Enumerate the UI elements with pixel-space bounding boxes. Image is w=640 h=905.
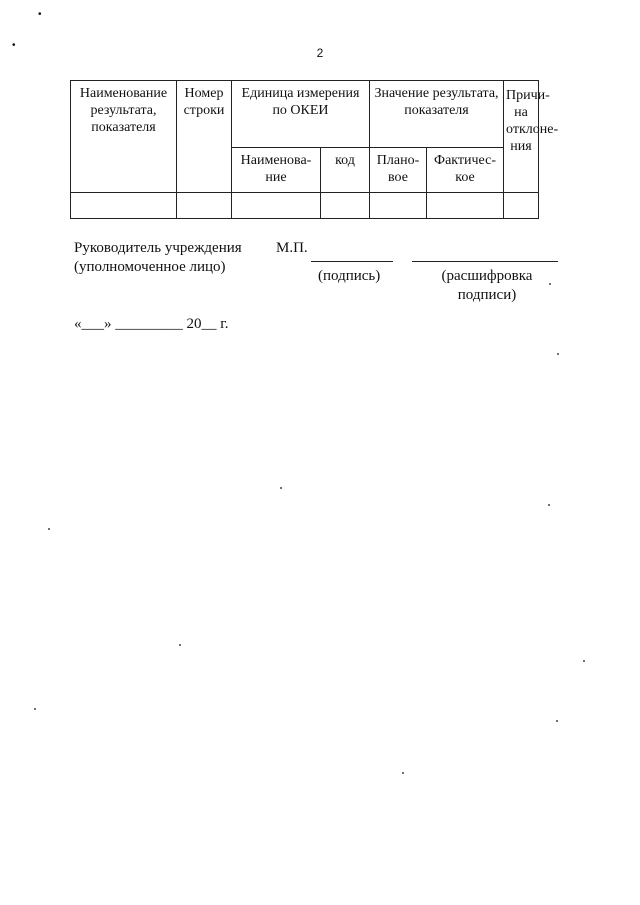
signature-caption: (подпись) [318,268,381,284]
scan-speck [179,644,181,646]
stamp-label: М.П. [276,240,308,256]
table-cell[interactable] [427,193,504,219]
decode-line[interactable] [412,261,558,262]
scan-speck [557,353,559,355]
table-cell[interactable] [321,193,370,219]
scan-mark-left: • [12,40,16,51]
table-cell[interactable] [504,193,539,219]
scan-speck [280,487,282,489]
table-cell[interactable] [232,193,321,219]
scan-speck [583,660,585,662]
header-row-number: Номер строки [177,81,232,193]
page-number: 2 [316,46,324,60]
signature-line[interactable] [311,261,393,262]
header-value: Значение результата, показателя [370,81,504,148]
head-title-line1: Руководитель учреждения [74,240,242,256]
scan-speck [556,720,558,722]
scan-mark-top: • [38,9,42,20]
scan-speck [34,708,36,710]
decode-caption: (расшифровка подписи) [441,268,533,303]
table-cell[interactable] [177,193,232,219]
header-unit: Единица измерения по ОКЕИ [232,81,370,148]
table-cell[interactable] [71,193,177,219]
subheader-unit-name: Наименова-ние [232,148,321,193]
table-cell[interactable] [370,193,427,219]
subheader-value-fact: Фактичес-кое [427,148,504,193]
header-result-name: Наименование результата, показателя [71,81,177,193]
scan-speck [548,504,550,506]
results-table [70,80,559,219]
scan-speck [48,528,50,530]
date-line: «___» _________ 20__ г. [74,316,229,332]
subheader-unit-code: код [321,148,370,193]
table-row [71,193,539,219]
head-title-line2: (уполномоченное лицо) [74,259,226,275]
scan-speck [549,283,551,285]
header-deviation-reason: Причи-на отклоне-ния [504,81,539,193]
subheader-value-plan: Плано-вое [370,148,427,193]
scan-speck [402,772,404,774]
